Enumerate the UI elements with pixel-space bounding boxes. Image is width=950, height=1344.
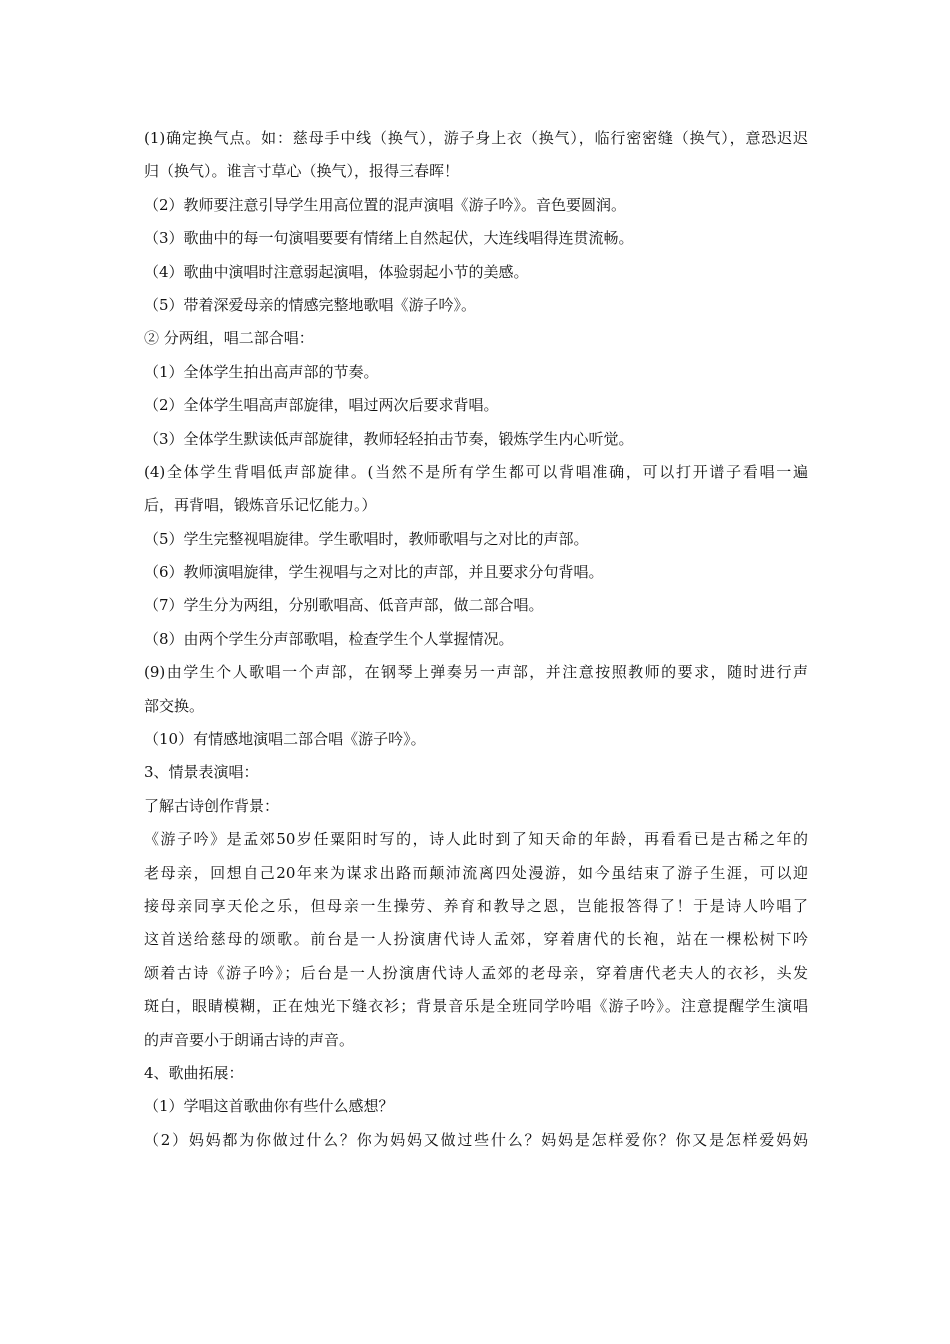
- text-line: (1)确定换气点。如：慈母手中线（换气），游子身上衣（换气），临行密密缝（换气），意恐迟迟: [144, 129, 808, 147]
- text-line: （6）教师演唱旋律，学生视唱与之对比的声部，并且要求分句背唱。: [144, 563, 604, 582]
- text-line: （5）带着深爱母亲的情感完整地歌唱《游子吟》。: [144, 295, 477, 314]
- text-line: （8）由两个学生分声部歌唱，检查学生个人掌握情况。: [144, 629, 514, 648]
- text-line: (9)由学生个人歌唱一个声部，在钢琴上弹奏另一声部，并注意按照教师的要求，随时进行声: [144, 663, 808, 682]
- text-line: （2）全体学生唱高声部旋律，唱过两次后要求背唱。: [144, 396, 499, 415]
- text-line: 这首送给慈母的颂歌。前台是一人扮演唐代诗人孟郊，穿着唐代的长袍，站在一棵松树下吟: [144, 930, 808, 949]
- text-line: 斑白，眼睛模糊，正在烛光下缝衣衫；背景音乐是全班同学吟唱《游子吟》。注意提醒学生演唱: [144, 997, 808, 1016]
- text-line: （1）学唱这首歌曲你有些什么感想？: [144, 1097, 394, 1116]
- text-line: ② 分两组，唱二部合唱：: [144, 329, 314, 348]
- text-line: 3、情景表演唱：: [144, 763, 259, 782]
- text-line: 颂着古诗《游子吟》；后台是一人扮演唐代诗人孟郊的老母亲，穿着唐代老夫人的衣衫，头发: [144, 963, 808, 982]
- text-line: （3）歌曲中的每一句演唱要要有情绪上自然起伏，大连线唱得连贯流畅。: [144, 229, 634, 248]
- text-line: 后，再背唱，锻炼音乐记忆能力。）: [144, 496, 377, 515]
- text-line: 归（换气）。谁言寸草心（换气），报得三春晖！: [144, 162, 460, 181]
- text-line: 了解古诗创作背景：: [144, 796, 280, 815]
- text-line: 老母亲，回想自己20年来为谋求出路而颠沛流离四处漫游，如今虽结束了游子生涯，可以迎: [144, 863, 808, 882]
- text-line: （3）全体学生默读低声部旋律，教师轻轻拍击节奏，锻炼学生内心听觉。: [144, 429, 634, 448]
- text-line: 《游子吟》是孟郊50岁任粟阳时写的，诗人此时到了知天命的年龄，再看看已是古稀之年的: [144, 830, 808, 849]
- text-line: （2）教师要注意引导学生用高位置的混声演唱《游子吟》。音色要圆润。: [144, 195, 627, 214]
- text-line: （7）学生分为两组，分别歌唱高、低音声部，做二部合唱。: [144, 596, 544, 615]
- text-line: 的声音要小于朗诵古诗的声音。: [144, 1030, 355, 1049]
- text-line: 4、歌曲拓展：: [144, 1063, 244, 1082]
- text-line: （2）妈妈都为你做过什么？你为妈妈又做过些什么？妈妈是怎样爱你？你又是怎样爱妈妈: [144, 1130, 808, 1149]
- text-line: （1）全体学生拍出高声部的节奏。: [144, 362, 379, 381]
- text-line: （10）有情感地演唱二部合唱《游子吟》。: [144, 730, 426, 749]
- body-text: [144, 122, 808, 1157]
- text-line: 部交换。: [144, 696, 205, 715]
- text-line: 接母亲同享天伦之乐，但母亲一生操劳、养育和教导之恩，岂能报答得了！于是诗人吟唱了: [144, 896, 808, 915]
- text-line: （5）学生完整视唱旋律。学生歌唱时，教师歌唱与之对比的声部。: [144, 529, 589, 548]
- text-line: （4）歌曲中演唱时注意弱起演唱，体验弱起小节的美感。: [144, 262, 529, 281]
- text-line: (4)全体学生背唱低声部旋律。(当然不是所有学生都可以背唱准确，可以打开谱子看唱一遍: [144, 462, 808, 481]
